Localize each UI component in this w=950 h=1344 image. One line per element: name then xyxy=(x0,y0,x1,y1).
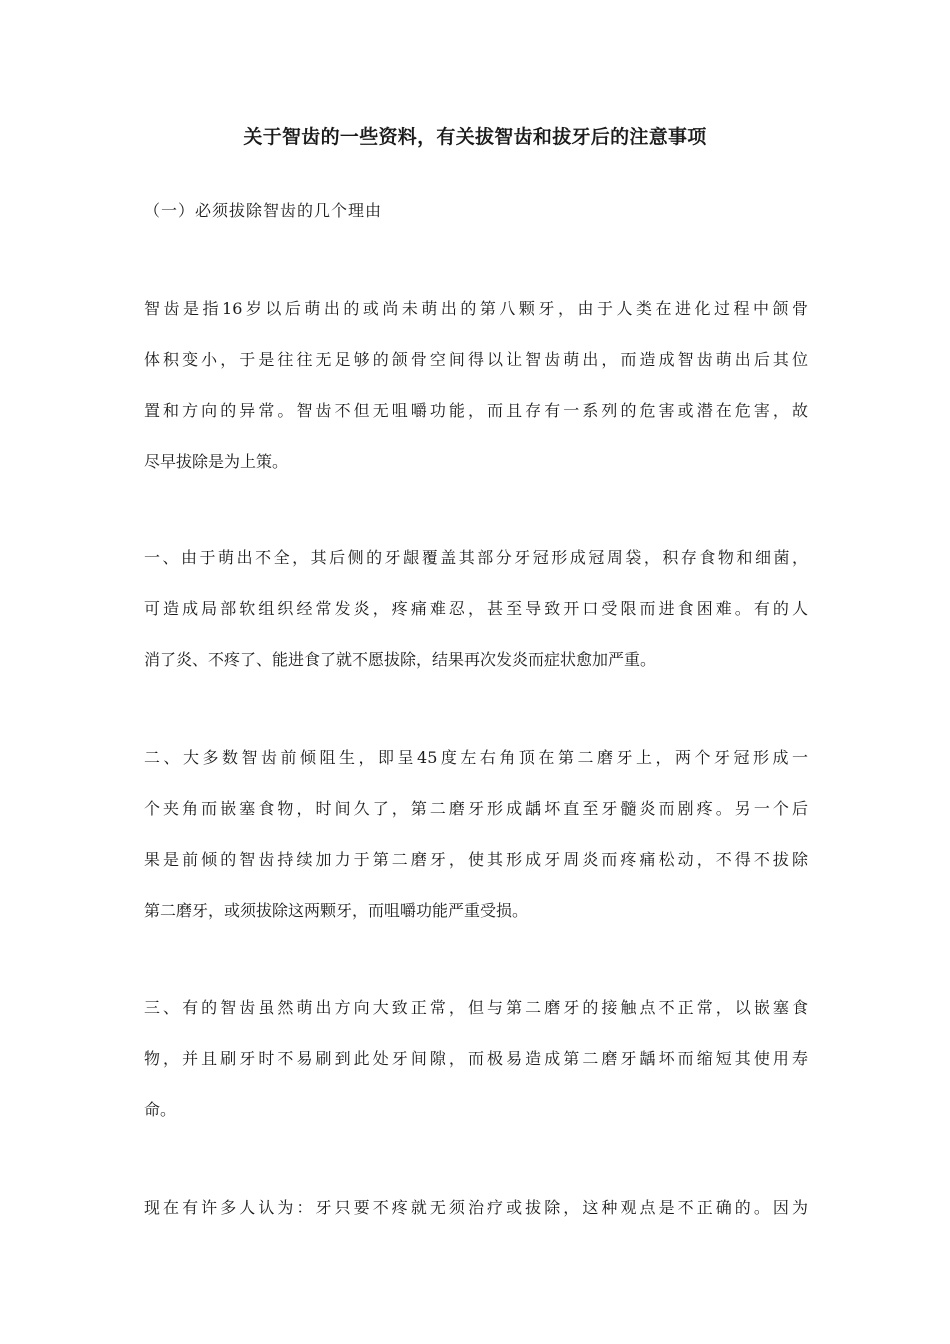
paragraph-line: 一、由于萌出不全，其后侧的牙龈覆盖其部分牙冠形成冠周袋，积存食物和细菌， xyxy=(144,548,808,567)
paragraph-closing xyxy=(144,1182,808,1233)
paragraph-line: 体积变小，于是往往无足够的颌骨空间得以让智齿萌出，而造成智齿萌出后其位 xyxy=(144,350,808,369)
paragraph-line: 现在有许多人认为：牙只要不疼就无须治疗或拔除，这种观点是不正确的。因为 xyxy=(144,1198,808,1217)
paragraph-line: 消了炎、不疼了、能进食了就不愿拔除，结果再次发炎而症状愈加严重。 xyxy=(144,650,657,669)
paragraph-line: 命。 xyxy=(144,1100,177,1119)
paragraph-line: 三、有的智齿虽然萌出方向大致正常，但与第二磨牙的接触点不正常，以嵌塞食 xyxy=(144,998,808,1017)
paragraph-line: 个夹角而嵌塞食物，时间久了，第二磨牙形成龋坏直至牙髓炎而剧疼。另一个后 xyxy=(144,799,808,818)
paragraph-line: 果是前倾的智齿持续加力于第二磨牙，使其形成牙周炎而疼痛松动，不得不拔除 xyxy=(144,850,808,869)
paragraph-line: 智齿是指16岁以后萌出的或尚未萌出的第八颗牙，由于人类在进化过程中颌骨 xyxy=(144,299,808,318)
paragraph-reason-3 xyxy=(144,982,808,1135)
paragraph-line: 二、大多数智齿前倾阻生，即呈45度左右角顶在第二磨牙上，两个牙冠形成一 xyxy=(144,748,808,767)
paragraph-line: 置和方向的异常。智齿不但无咀嚼功能，而且存有一系列的危害或潜在危害，故 xyxy=(144,401,808,420)
paragraph-reason-1 xyxy=(144,532,808,685)
paragraph-line: 物，并且刷牙时不易刷到此处牙间隙，而极易造成第二磨牙龋坏而缩短其使用寿 xyxy=(144,1049,808,1068)
section-heading: （一）必须拔除智齿的几个理由 xyxy=(144,201,383,220)
paragraph-line: 尽早拔除是为上策。 xyxy=(144,452,289,471)
paragraph-intro xyxy=(144,283,808,487)
paragraph-line: 第二磨牙，或须拔除这两颗牙，而咀嚼功能严重受损。 xyxy=(144,901,529,920)
paragraph-line: 可造成局部软组织经常发炎，疼痛难忍，甚至导致开口受限而进食困难。有的人 xyxy=(144,599,808,618)
document-title: 关于智齿的一些资料，有关拔智齿和拔牙后的注意事项 xyxy=(243,126,707,148)
paragraph-reason-2 xyxy=(144,732,808,936)
